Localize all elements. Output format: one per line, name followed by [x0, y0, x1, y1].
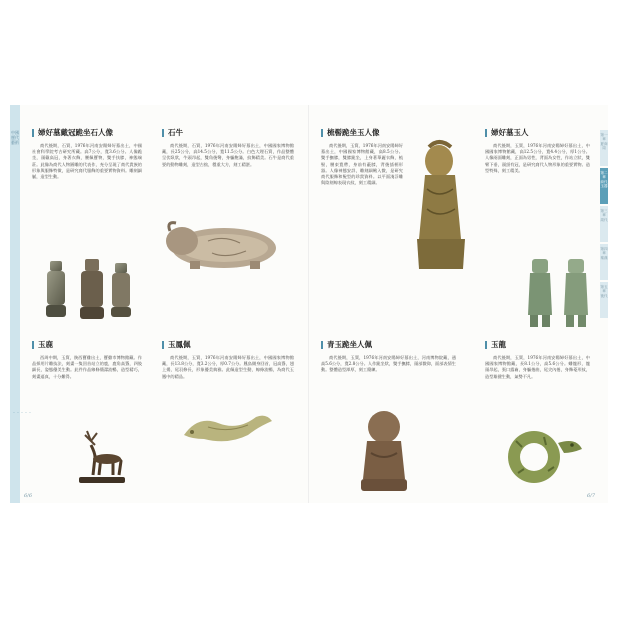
entry-title: 婦好墓戴冠跪坐石人像: [32, 129, 113, 137]
entry-title: 玉鹿: [32, 341, 53, 349]
page-number: 6/6: [24, 493, 33, 499]
chapter-tabs: [600, 130, 608, 320]
entry-text: 商代後期，玉質，1976年河南安陽婦好墓出土，中國國家博物館藏，高8.5公分。雙手撫膝，雙膝跪坐，上身著華麗衣飾，梳髻，腰束寬帶，身前有蔽膝，背後插柄形器。人像神態安詳，雕刻細緻入微，是研究商代服飾和髮型的珍貴資料。以平面淺浮雕與陰刻線表現衣紋，刻工精細。: [321, 143, 403, 186]
left-page: [10, 105, 309, 503]
entry-text: 商代後期，石質，1976年河南安陽婦好墓出土，中國國家博物館藏，長25公分，高14.5公分，寬11.5公分。白色大理石質，作品整體呈伏臥狀，牛頭昂起，雙角後彎，身軀飽滿，紋飾精美。石牛是商代重要的動物雕刻，造型古拙，穩重大方，刻工精湛。: [162, 143, 294, 167]
chapter-tab[interactable]: 第五章 後代: [600, 282, 608, 318]
entry-title: 石牛: [162, 129, 183, 137]
chapter-tab[interactable]: 第四章 秦漢: [600, 244, 608, 280]
jade-kneeling-figure-image: [409, 139, 475, 289]
jade-phoenix-image: [178, 405, 278, 451]
entry-title: 梳髻跪坐玉人像: [321, 129, 380, 137]
chapter-tab-active[interactable]: 第二章 商代玉器: [600, 168, 608, 204]
green-jade-figure-image: [349, 409, 419, 495]
entry-title: 青玉跪坐人佩: [321, 341, 372, 349]
entry-text: 商代後期，石質，1976年河南安陽婦好墓出土，中國社會科學院考古研究所藏。高7公分，寬3.6公分。人像跪坐，頭戴高冠，身著衣飾，腰佩寶物，雙手扶膝，神態端莊。此像為商代人物圓雕的代表作，充分呈現了商代貴族的形象與服飾特徵，是研究商代服飾的重要實物資料。雕刻細膩，造型生動。: [32, 143, 142, 180]
jade-deer-image: [65, 427, 135, 493]
jade-figures-pair-image: [524, 255, 594, 329]
side-dots: ・・・・・: [12, 410, 32, 415]
chapter-tab[interactable]: 第三章 周代: [600, 206, 608, 242]
right-page: [309, 105, 608, 503]
entry-title: 玉鳳佩: [162, 341, 191, 349]
entry-text: 商代後期，玉質，1976年河南安陽婦好墓出土，河南博物院藏，通高5.6公分，寬2.8公分。人作跪坐狀，雙手撫膝，頭部微仰，面部表情生動。整體造型渾厚，刻工簡練。: [321, 355, 456, 373]
entry-text: 商代後期，玉質，1976年河南安陽婦好墓出土，中國國家博物館藏，長13.8公分，寬3.2公分，厚0.7公分。鳳鳥側身回首，冠高聳，翅上揚，尾羽修長，形象優美典雅。此佩造型生動，線條流暢，為商代玉鳳中的精品。: [162, 355, 294, 379]
chapter-tab[interactable]: 第一章 夏商周: [600, 130, 608, 166]
jade-dragon-image: [492, 423, 587, 485]
entry-text: 商代後期，玉質，1976年河南安陽婦好墓出土，中國國家博物館藏，高12.5公分，寬4.4公分，厚1公分。人像兩面雕刻，正面為男性，背面為女性，作站立狀，雙臂下垂，頭頂有冠，是研究商代人物形象的重要實物。造型特殊，刻工精美。: [485, 143, 590, 173]
page-number: 6/7: [587, 493, 596, 499]
book-spread: [10, 105, 608, 503]
entry-title: 玉龍: [485, 341, 506, 349]
entry-text: 商代後期，玉質，1976年河南安陽婦好墓出土，中國國家博物館藏，長8.1公分，高5.6公分。蟠龍形，龍頭昂起，張口露齒，身軀捲曲，尾尖內捲，身飾菱形紋，造型雄健生動，氣勢不凡。: [485, 355, 590, 379]
stone-ox-image: [162, 215, 292, 273]
entry-title: 婦好墓玉人: [485, 129, 529, 137]
entry-text: 西周中期，玉質，陝西寶雞出土，寶雞市博物館藏。作品採用片雕技法，刻畫一隻回首站立的鹿，鹿角高聳，四肢細長，姿態優美生動。此件作品線條簡潔流暢，造型精巧，刻畫逼真，十分難得。: [32, 355, 142, 379]
stone-figure-image: [40, 257, 140, 327]
side-label: 中國歷代藝術: [11, 130, 19, 145]
